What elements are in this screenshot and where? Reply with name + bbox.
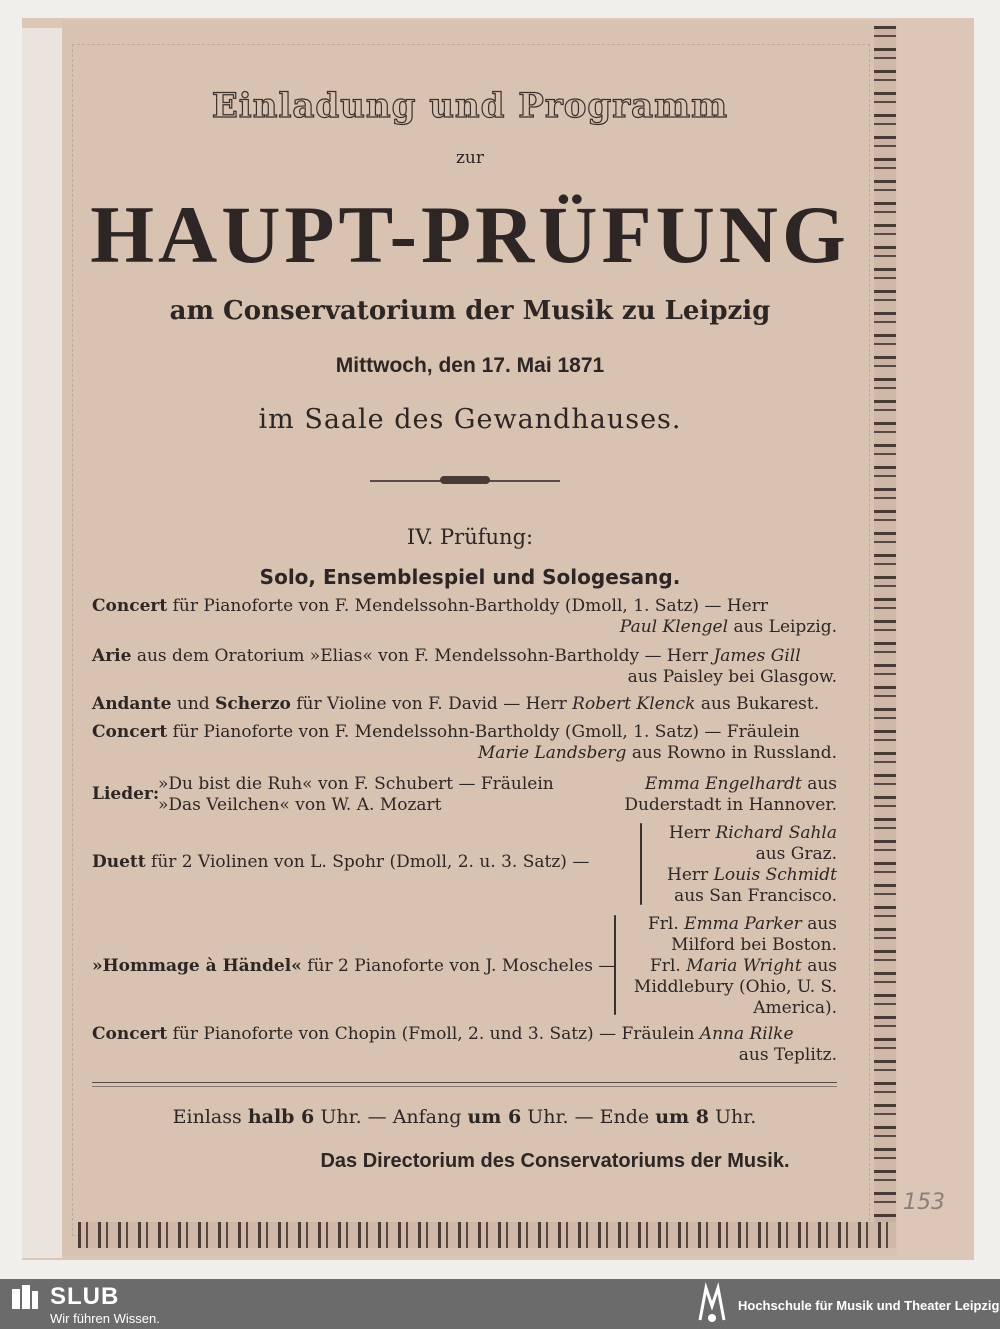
- program-item-5: [92, 774, 837, 816]
- directorium-signature: Das Directorium des Conservatoriums der Musik.: [320, 1150, 790, 1172]
- title: Frl.: [650, 956, 681, 976]
- aus-text: aus: [807, 914, 837, 934]
- title: Frl.: [647, 914, 679, 934]
- performer-origin: aus Paisley bei Glasgow.: [627, 667, 837, 687]
- section-subheading: Solo, Ensemblespiel und Sologesang.: [259, 565, 681, 589]
- anfang-text: Uhr. — Anfang: [320, 1106, 462, 1128]
- work-description: für Violine von F. David — Herr: [296, 694, 567, 714]
- work-description: für 2 Pianoforte von J. Moscheles —: [307, 956, 616, 976]
- aus-text: aus: [807, 956, 837, 976]
- slub-tagline: Wir führen Wissen.: [50, 1311, 160, 1326]
- event-date: Mittwoch, den 17. Mai 1871: [335, 354, 605, 377]
- performer-name: Paul Klengel: [619, 617, 729, 637]
- performer-origin: aus Rowno in Russland.: [631, 743, 837, 763]
- ornamental-border-bottom: [78, 1222, 896, 1248]
- section-heading: IV. Prüfung:: [406, 525, 534, 549]
- work-description: für 2 Violinen von L. Spohr (Dmoll, 2. u. 3. Satz) —: [151, 852, 590, 872]
- song-1: »Du bist die Ruh« von F. Schubert — Fräulein: [158, 774, 554, 794]
- performer-name: James Gill: [713, 646, 801, 666]
- work-title: Concert: [92, 722, 168, 742]
- performer-name: Emma Engelhardt: [644, 774, 802, 794]
- performer-origin: Milford bei Boston.: [671, 935, 837, 955]
- work-description: für Pianoforte von Chopin (Fmoll, 2. und 3. Satz) — Fräulein: [172, 1024, 695, 1044]
- program-item-4: [92, 722, 837, 764]
- work-title: Andante: [92, 694, 172, 714]
- performer-name: Emma Parker: [684, 914, 802, 934]
- work-title-2: Scherzo: [215, 694, 291, 714]
- performer-origin: aus Teplitz.: [738, 1045, 837, 1065]
- performer-origin: aus San Francisco.: [674, 886, 837, 906]
- venue-line: im Saale des Gewandhauses.: [258, 404, 682, 435]
- performer-origin-2: America).: [753, 998, 837, 1018]
- double-rule-2: [92, 1086, 837, 1087]
- title: Herr: [668, 823, 711, 843]
- zur-text: zur: [455, 148, 485, 168]
- work-title: Duett: [92, 852, 146, 872]
- ende-text: Uhr. — Ende: [527, 1106, 650, 1128]
- performer-origin: aus Bukarest.: [700, 694, 820, 714]
- uhr-text: Uhr.: [715, 1106, 757, 1128]
- performer-name: Maria Wright: [686, 956, 802, 976]
- institution-line: am Conservatorium der Musik zu Leipzig: [169, 296, 771, 326]
- paper-left-edge: [22, 28, 62, 1258]
- page-title: HAUPT-PRÜFUNG: [90, 189, 850, 280]
- song-2: »Das Veilchen« von W. A. Mozart: [158, 795, 442, 815]
- duett-performers: [650, 823, 837, 907]
- double-rule: [92, 1082, 837, 1083]
- brace: [614, 915, 616, 1015]
- slub-logo-icon[interactable]: [10, 1283, 40, 1313]
- ornamental-border-right: [874, 26, 896, 1246]
- performer-origin: Duderstadt in Hannover.: [624, 795, 837, 815]
- einlass-time: halb 6: [247, 1106, 315, 1128]
- performer-name: Louis Schmidt: [713, 865, 837, 885]
- conjunction: und: [176, 694, 210, 714]
- program-item-8: [92, 1024, 837, 1066]
- program-item-3: [92, 694, 837, 715]
- invitation-heading: Einladung und Programm: [211, 86, 729, 126]
- aus-text: aus: [807, 774, 837, 794]
- ornament-center: [440, 476, 490, 484]
- program-item-2: [92, 646, 837, 688]
- work-description: aus dem Oratorium »Elias« von F. Mendelssohn-Bartholdy — Herr: [136, 646, 709, 666]
- performer-origin: aus Graz.: [755, 844, 837, 864]
- hmt-logo-icon[interactable]: [692, 1282, 732, 1326]
- performer-origin: aus Leipzig.: [733, 617, 837, 637]
- performer-name: Marie Landsberg: [477, 743, 627, 763]
- work-title: Concert: [92, 1024, 168, 1044]
- schedule-line: [92, 1106, 837, 1128]
- work-title: Arie: [92, 646, 132, 666]
- title: Herr: [667, 865, 709, 885]
- einlass-text: Einlass: [172, 1106, 242, 1128]
- work-title: Concert: [92, 596, 168, 616]
- slub-name[interactable]: SLUB: [50, 1283, 120, 1310]
- pencil-annotation: 153: [903, 1190, 945, 1215]
- program-item-1: [92, 596, 837, 638]
- work-description: für Pianoforte von F. Mendelssohn-Bartholdy (Gmoll, 1. Satz) — Fräulein: [172, 722, 800, 742]
- performer-name: Anna Rilke: [699, 1024, 794, 1044]
- performer-name: Robert Klenck: [572, 694, 696, 714]
- performer-origin: Middlebury (Ohio, U. S.: [633, 977, 837, 997]
- work-description: für Pianoforte von F. Mendelssohn-Bartholdy (Dmoll, 1. Satz) — Herr: [172, 596, 768, 616]
- work-title: Lieder:: [92, 784, 160, 804]
- ende-time: um 8: [655, 1106, 709, 1128]
- anfang-time: um 6: [467, 1106, 522, 1128]
- brace: [640, 823, 642, 905]
- hmt-name[interactable]: Hochschule für Musik und Theater Leipzig: [738, 1298, 1000, 1313]
- hommage-performers: [625, 914, 837, 1019]
- performer-name: Richard Sahla: [715, 823, 837, 843]
- work-title: »Hommage à Händel«: [92, 956, 302, 976]
